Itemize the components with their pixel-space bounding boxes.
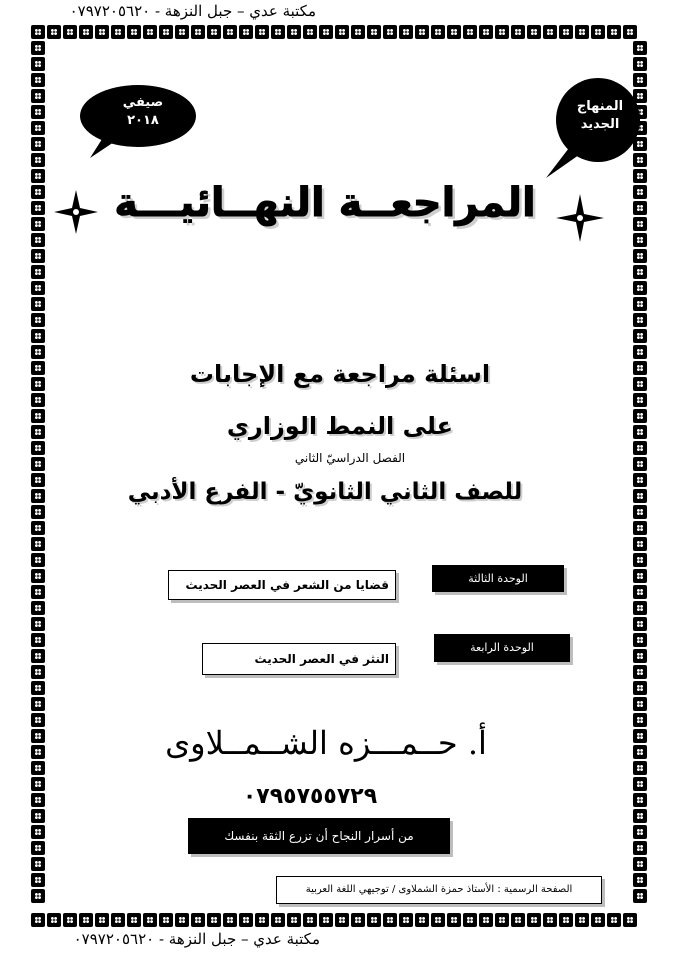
border-ornament-icon (31, 233, 45, 247)
border-ornament-icon (31, 761, 45, 775)
unit-4-label: الوحدة الرابعة (434, 634, 570, 662)
bubble-right-line2: الجديد (580, 117, 620, 132)
border-ornament-icon (543, 25, 557, 39)
border-ornament-icon (31, 297, 45, 311)
grade-label: للصف الثاني الثانويّ - الفرع الأدبي (127, 479, 523, 505)
bubble-right-text (560, 98, 640, 134)
bubble-left-line2: ٢٠١٨ (127, 113, 159, 128)
border-ornament-icon (79, 913, 93, 927)
border-ornament-icon (271, 25, 285, 39)
footer-shop-text: مكتبة عدي – جبل النزهة - ٠٧٩٧٢٠٥٦٢٠ (73, 930, 320, 948)
border-ornament-icon (633, 841, 647, 855)
author-name: أ. حــمـــزه الشــمــلاوى (165, 724, 487, 762)
border-ornament-icon (543, 913, 557, 927)
border-ornament-icon (31, 409, 45, 423)
border-ornament-icon (633, 537, 647, 551)
border-ornament-icon (367, 913, 381, 927)
border-ornament-icon (633, 489, 647, 503)
border-ornament-icon (31, 521, 45, 535)
sparkle-star-right-icon (554, 192, 606, 244)
border-ornament-icon (495, 25, 509, 39)
border-ornament-icon (633, 57, 647, 71)
author-phone: ٠٧٩٥٧٥٥٧٢٩ (242, 784, 378, 809)
border-ornament-icon (527, 913, 541, 927)
border-ornament-icon (415, 25, 429, 39)
border-ornament-icon (223, 25, 237, 39)
border-ornament-icon (575, 25, 589, 39)
border-ornament-icon (111, 25, 125, 39)
subtitle-line1: اسئلة مراجعة مع الإجابات (189, 360, 491, 388)
border-ornament-icon (383, 25, 397, 39)
border-ornament-icon (175, 25, 189, 39)
border-ornament-icon (591, 913, 605, 927)
decorative-border-top (30, 24, 638, 40)
border-ornament-icon (633, 505, 647, 519)
border-ornament-icon (159, 913, 173, 927)
border-ornament-icon (31, 793, 45, 807)
border-ornament-icon (463, 25, 477, 39)
border-ornament-icon (79, 25, 93, 39)
unit-3-label: الوحدة الثالثة (432, 565, 564, 592)
main-title: المراجعــة النهــائيـــة (114, 180, 536, 226)
border-ornament-icon (633, 329, 647, 343)
border-ornament-icon (31, 137, 45, 151)
border-ornament-icon (31, 633, 45, 647)
border-ornament-icon (31, 329, 45, 343)
border-ornament-icon (255, 913, 269, 927)
border-ornament-icon (31, 809, 45, 823)
border-ornament-icon (31, 73, 45, 87)
border-ornament-icon (31, 537, 45, 551)
border-ornament-icon (633, 185, 647, 199)
border-ornament-icon (31, 913, 45, 927)
border-ornament-icon (31, 313, 45, 327)
border-ornament-icon (633, 409, 647, 423)
border-ornament-icon (607, 25, 621, 39)
border-ornament-icon (633, 249, 647, 263)
border-ornament-icon (633, 745, 647, 759)
border-ornament-icon (31, 601, 45, 615)
border-ornament-icon (31, 457, 45, 471)
border-ornament-icon (633, 569, 647, 583)
border-ornament-icon (623, 25, 637, 39)
border-ornament-icon (335, 913, 349, 927)
border-ornament-icon (633, 233, 647, 247)
border-ornament-icon (633, 889, 647, 903)
border-ornament-icon (415, 913, 429, 927)
bubble-right-line1: المنهاج (576, 99, 624, 114)
border-ornament-icon (633, 361, 647, 375)
border-ornament-icon (447, 25, 461, 39)
border-ornament-icon (31, 25, 45, 39)
border-ornament-icon (633, 777, 647, 791)
border-ornament-icon (31, 377, 45, 391)
border-ornament-icon (319, 25, 333, 39)
border-ornament-icon (191, 25, 205, 39)
border-ornament-icon (127, 913, 141, 927)
official-page-note: الصفحة الرسمية : الأستاذ حمزة الشملاوى / توجيهي اللغة العربية (276, 876, 602, 904)
border-ornament-icon (559, 25, 573, 39)
border-ornament-icon (633, 265, 647, 279)
border-ornament-icon (31, 217, 45, 231)
border-ornament-icon (31, 201, 45, 215)
semester-label: الفصل الدراسيّ الثاني (294, 451, 406, 465)
border-ornament-icon (287, 25, 301, 39)
border-ornament-icon (633, 729, 647, 743)
border-ornament-icon (31, 617, 45, 631)
bubble-left-line1: صيفي (122, 95, 164, 110)
border-ornament-icon (31, 185, 45, 199)
border-ornament-icon (633, 665, 647, 679)
border-ornament-icon (633, 41, 647, 55)
border-ornament-icon (191, 913, 205, 927)
border-ornament-icon (31, 89, 45, 103)
border-ornament-icon (31, 57, 45, 71)
border-ornament-icon (31, 265, 45, 279)
border-ornament-icon (207, 25, 221, 39)
border-ornament-icon (633, 713, 647, 727)
border-ornament-icon (223, 913, 237, 927)
border-ornament-icon (31, 505, 45, 519)
border-ornament-icon (447, 913, 461, 927)
border-ornament-icon (31, 121, 45, 135)
border-ornament-icon (431, 25, 445, 39)
border-ornament-icon (591, 25, 605, 39)
border-ornament-icon (633, 553, 647, 567)
border-ornament-icon (31, 857, 45, 871)
border-ornament-icon (31, 777, 45, 791)
border-ornament-icon (495, 913, 509, 927)
border-ornament-icon (31, 569, 45, 583)
border-ornament-icon (351, 25, 365, 39)
border-ornament-icon (633, 393, 647, 407)
header-shop-text: مكتبة عدي – جبل النزهة - ٠٧٩٧٢٠٥٦٢٠ (69, 2, 316, 20)
border-ornament-icon (633, 313, 647, 327)
border-ornament-icon (479, 25, 493, 39)
border-ornament-icon (95, 25, 109, 39)
border-ornament-icon (47, 913, 61, 927)
border-ornament-icon (31, 281, 45, 295)
border-ornament-icon (31, 105, 45, 119)
border-ornament-icon (351, 913, 365, 927)
border-ornament-icon (31, 169, 45, 183)
border-ornament-icon (633, 761, 647, 775)
sparkle-star-left-icon (52, 188, 100, 236)
border-ornament-icon (633, 585, 647, 599)
border-ornament-icon (31, 553, 45, 567)
subtitle-line2: على النمط الوزاري (226, 412, 454, 440)
border-ornament-icon (633, 873, 647, 887)
border-ornament-icon (31, 345, 45, 359)
border-ornament-icon (431, 913, 445, 927)
border-ornament-icon (607, 913, 621, 927)
border-ornament-icon (31, 665, 45, 679)
border-ornament-icon (633, 793, 647, 807)
border-ornament-icon (303, 913, 317, 927)
border-ornament-icon (633, 857, 647, 871)
border-ornament-icon (633, 809, 647, 823)
border-ornament-icon (633, 217, 647, 231)
border-ornament-icon (633, 601, 647, 615)
border-ornament-icon (319, 913, 333, 927)
border-ornament-icon (335, 25, 349, 39)
border-ornament-icon (633, 825, 647, 839)
border-ornament-icon (31, 713, 45, 727)
border-ornament-icon (31, 473, 45, 487)
border-ornament-icon (31, 745, 45, 759)
border-ornament-icon (47, 25, 61, 39)
border-ornament-icon (31, 697, 45, 711)
motto-box: من أسرار النجاح أن تزرع الثقة بنفسك (188, 818, 450, 854)
border-ornament-icon (575, 913, 589, 927)
border-ornament-icon (399, 25, 413, 39)
border-ornament-icon (633, 201, 647, 215)
border-ornament-icon (633, 345, 647, 359)
border-ornament-icon (143, 913, 157, 927)
border-ornament-icon (633, 425, 647, 439)
border-ornament-icon (633, 297, 647, 311)
border-ornament-icon (31, 873, 45, 887)
border-ornament-icon (399, 913, 413, 927)
border-ornament-icon (633, 649, 647, 663)
border-ornament-icon (511, 913, 525, 927)
border-ornament-icon (31, 249, 45, 263)
border-ornament-icon (271, 913, 285, 927)
decorative-border-left (30, 40, 46, 904)
border-ornament-icon (633, 697, 647, 711)
unit-4-topic: النثر في العصر الحديث (202, 643, 396, 675)
border-ornament-icon (633, 457, 647, 471)
border-ornament-icon (63, 913, 77, 927)
border-ornament-icon (111, 913, 125, 927)
border-ornament-icon (31, 681, 45, 695)
bubble-left-text (98, 94, 188, 130)
border-ornament-icon (31, 41, 45, 55)
border-ornament-icon (31, 841, 45, 855)
border-ornament-icon (633, 441, 647, 455)
border-ornament-icon (633, 473, 647, 487)
border-ornament-icon (31, 889, 45, 903)
border-ornament-icon (31, 425, 45, 439)
border-ornament-icon (623, 913, 637, 927)
border-ornament-icon (31, 729, 45, 743)
border-ornament-icon (31, 649, 45, 663)
border-ornament-icon (31, 489, 45, 503)
border-ornament-icon (175, 913, 189, 927)
border-ornament-icon (31, 825, 45, 839)
border-ornament-icon (633, 377, 647, 391)
border-ornament-icon (527, 25, 541, 39)
border-ornament-icon (633, 633, 647, 647)
border-ornament-icon (95, 913, 109, 927)
border-ornament-icon (479, 913, 493, 927)
border-ornament-icon (31, 361, 45, 375)
border-ornament-icon (287, 913, 301, 927)
border-ornament-icon (463, 913, 477, 927)
border-ornament-icon (31, 441, 45, 455)
border-ornament-icon (239, 913, 253, 927)
border-ornament-icon (31, 585, 45, 599)
border-ornament-icon (633, 521, 647, 535)
border-ornament-icon (143, 25, 157, 39)
unit-3-topic: قضايا من الشعر في العصر الحديث (168, 570, 396, 600)
border-ornament-icon (31, 393, 45, 407)
border-ornament-icon (127, 25, 141, 39)
border-ornament-icon (303, 25, 317, 39)
border-ornament-icon (159, 25, 173, 39)
border-ornament-icon (633, 681, 647, 695)
border-ornament-icon (633, 281, 647, 295)
border-ornament-icon (31, 153, 45, 167)
border-ornament-icon (633, 617, 647, 631)
border-ornament-icon (383, 913, 397, 927)
border-ornament-icon (207, 913, 221, 927)
decorative-border-bottom (30, 912, 638, 928)
border-ornament-icon (239, 25, 253, 39)
border-ornament-icon (559, 913, 573, 927)
border-ornament-icon (255, 25, 269, 39)
border-ornament-icon (511, 25, 525, 39)
border-ornament-icon (367, 25, 381, 39)
border-ornament-icon (63, 25, 77, 39)
